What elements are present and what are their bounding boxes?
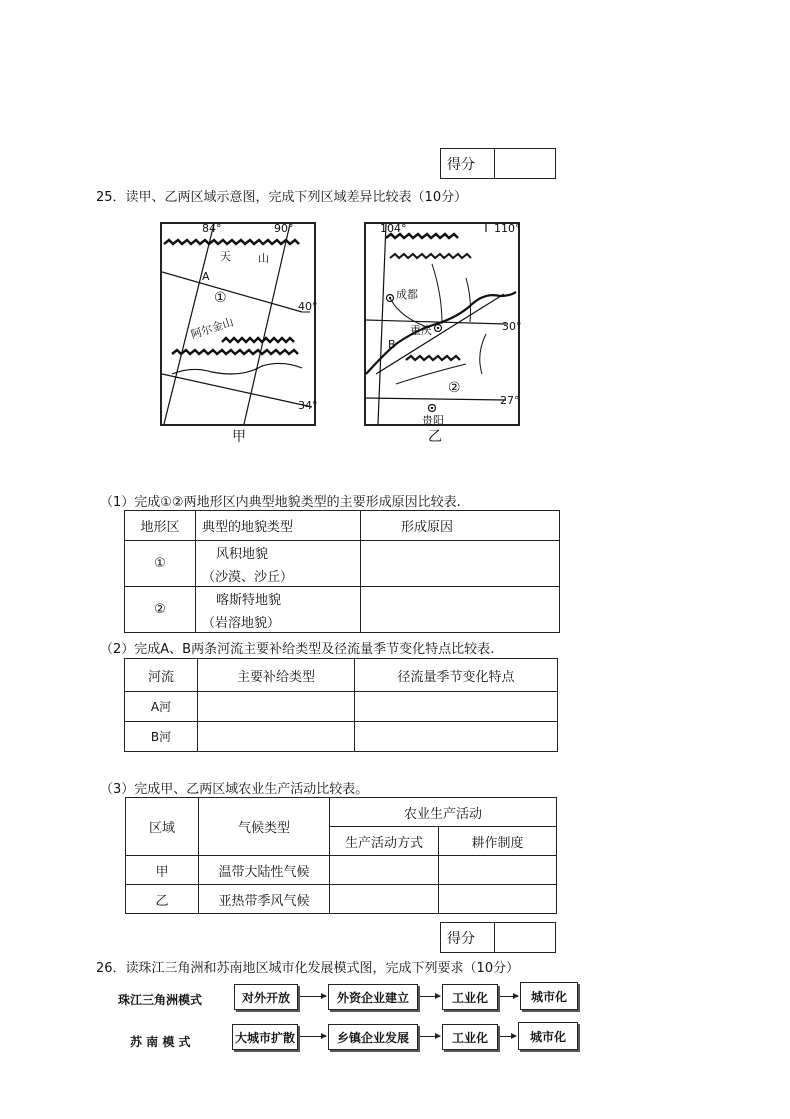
sunan-step-4: 城市化 [518,1022,578,1050]
river-a: A河 [125,692,198,722]
map-yi-city-chongqing: 重庆 [410,324,432,337]
q25-part1-table [124,510,560,633]
map-yi-lat-27: 27° [500,394,520,407]
pearl-step-1: 对外开放 [234,984,298,1010]
map-jia-mountain-shan: 山 [258,252,269,265]
header-change: 径流量季节变化特点 [355,659,558,692]
mode-yi-input[interactable] [330,885,439,914]
score-label: 得分 [441,923,495,953]
row2-landform-line2: （岩溶地貌） [202,615,281,631]
sunan-arrow-3 [500,1036,516,1037]
map-yi-city-guiyang: 贵阳 [422,414,444,427]
map-jia-lat-40: 40° [298,300,318,313]
map-jia-lat-34: 34° [298,399,318,412]
map-yi-lon-right: 110° [494,222,521,235]
header-landform: 典型的地貌类型 [196,511,361,541]
q26-title: 26．读珠江三角洲和苏南地区城市化发展模式图，完成下列要求（10分） [96,961,520,976]
map-yi-region-2: ② [448,380,461,396]
map-jia-mountain-tian: 天 [220,250,231,263]
row2-region: ② [125,587,196,633]
river-b: B河 [125,722,198,752]
sunan-step-1: 大城市扩散 [232,1024,298,1050]
river-b-change-input[interactable] [355,722,558,752]
pearl-arrow-1 [300,996,326,997]
climate-jia: 温带大陆性气候 [199,856,330,885]
map-jia-drawing [162,224,314,424]
map-jia-label-A: A [202,270,210,283]
q25-part3-table [125,797,557,914]
map-yi-caption: 乙 [428,429,442,445]
header-climate: 气候类型 [199,798,330,856]
q25-part2-prompt: （2）完成A、B两条河流主要补给类型及径流量季节变化特点比较表. [100,642,495,657]
score-box-top [440,148,556,179]
q25-part3-prompt: （3）完成甲、乙两区域农业生产活动比较表。 [100,782,369,797]
q25-part1-prompt: （1）完成①②两地形区内典型地貌类型的主要形成原因比较表. [100,495,461,510]
header-river: 河流 [125,659,198,692]
sunan-arrow-1 [300,1036,326,1037]
header-system: 耕作制度 [439,827,557,856]
row1-region: ① [125,541,196,587]
sunan-arrow-2 [420,1036,440,1037]
row1-cause-input[interactable] [361,541,560,587]
pearl-arrow-2 [420,996,440,997]
map-yi [364,222,520,426]
header-mode: 生产活动方式 [330,827,439,856]
header-cause: 形成原因 [361,511,560,541]
header-supply: 主要补给类型 [198,659,355,692]
system-yi-input[interactable] [439,885,557,914]
map-yi-drawing [366,224,518,424]
map-jia-region-1: ① [214,290,227,306]
map-yi-city-chengdu: 成都 [396,288,418,301]
score-input[interactable] [495,923,556,953]
header-area: 区域 [126,798,199,856]
row1-landform-line2: （沙漠、沙丘） [202,569,294,585]
map-yi-lat-30: 30° [502,320,522,333]
map-jia-lon-right: 90° [274,222,294,235]
pearl-arrow-3 [500,996,518,997]
map-yi-label-B: B [388,338,396,351]
score-label: 得分 [441,149,495,179]
score-box-bottom [440,922,556,953]
climate-yi: 亚热带季风气候 [199,885,330,914]
header-region: 地形区 [125,511,196,541]
map-yi-lon-left: 104° [380,222,407,235]
pearl-step-4: 城市化 [520,982,578,1010]
river-a-supply-input[interactable] [198,692,355,722]
area-jia: 甲 [126,856,199,885]
score-input[interactable] [495,149,556,179]
area-yi: 乙 [126,885,199,914]
sunan-mode-label: 苏 南 模 式 [130,1035,191,1049]
row1-landform [196,541,361,587]
map-jia-caption: 甲 [232,429,246,445]
map-jia-lon-left: 84° [202,222,222,235]
mode-jia-input[interactable] [330,856,439,885]
system-jia-input[interactable] [439,856,557,885]
row2-cause-input[interactable] [361,587,560,633]
q25-title: 25．读甲、乙两区域示意图，完成下列区域差异比较表（10分） [96,190,468,205]
map-jia-mountain-aerjin: 阿尔金山 [189,315,236,342]
map-jia [160,222,316,426]
header-agri: 农业生产活动 [330,798,557,827]
river-a-change-input[interactable] [355,692,558,722]
row2-landform [196,587,361,633]
river-b-supply-input[interactable] [198,722,355,752]
pearl-step-2: 外资企业建立 [328,984,418,1010]
row1-landform-line1: 风积地貌 [216,546,269,562]
pearl-step-3: 工业化 [442,984,498,1010]
sunan-step-2: 乡镇企业发展 [328,1024,418,1050]
q25-part2-table [124,658,558,752]
sunan-step-3: 工业化 [442,1024,498,1050]
pearl-mode-label: 珠江三角洲模式 [118,993,203,1007]
row2-landform-line1: 喀斯特地貌 [216,592,282,608]
